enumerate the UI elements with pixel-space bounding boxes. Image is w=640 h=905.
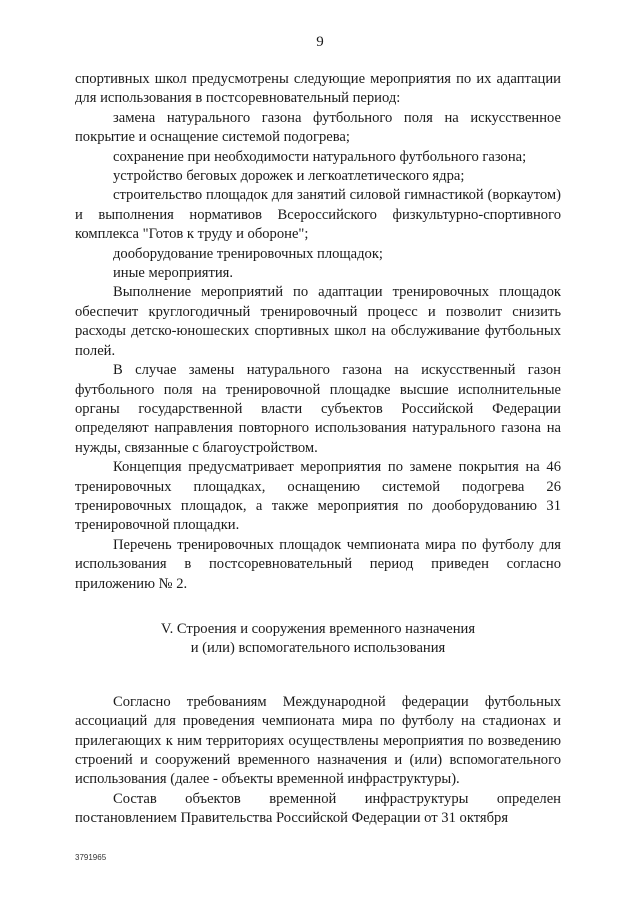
page-number: 9 bbox=[316, 34, 324, 50]
paragraph: спортивных школ предусмотрены следующие мероприятия по их адаптации для использования в постсоревновательный период: bbox=[75, 71, 561, 107]
paragraphs-after-heading bbox=[75, 693, 561, 829]
paragraph: устройство беговых дорожек и легкоатлетического ядра; bbox=[113, 168, 465, 185]
section-heading-line-1: V. Строения и сооружения временного назначения bbox=[160, 620, 476, 637]
paragraph: строительство площадок для занятий силовой гимнастикой (воркаутом) и выполнения нормативов Всероссийского физкультурно-спортивного комплекса "Готов к труду и обороне"; bbox=[75, 187, 561, 243]
paragraph: Выполнение мероприятий по адаптации тренировочных площадок обеспечит круглогодичный тренировочный процесс и позволит снизить расходы детско-юношеских спортивных школ на обслуживание футбольных полей. bbox=[75, 284, 561, 359]
paragraphs-before-heading bbox=[75, 70, 561, 594]
section-heading bbox=[75, 620, 561, 659]
paragraph: Состав объектов временной инфраструктуры определен постановлением Правительства Российской Федерации от 31 октября bbox=[75, 790, 561, 827]
paragraph: замена натурального газона футбольного поля на искусственное покрытие и оснащение системой подогрева; bbox=[75, 109, 561, 146]
paragraph: Концепция предусматривает мероприятия по замене покрытия на 46 тренировочных площадках, оснащению системой подогрева 26 тренировочных площадок, а также мероприятия по дооборудованию 31 тренировочной площадки. bbox=[75, 459, 561, 534]
paragraph: иные мероприятия. bbox=[113, 265, 234, 282]
paragraph: В случае замены натурального газона на искусственный газон футбольного поля на тренировочной площадке высшие исполнительные органы государственной власти субъектов Российской Федерации определяют направления повторного использования натурального газона на нужды, связанные с благоустройством. bbox=[75, 362, 561, 456]
section-heading-line-2: и (или) вспомогательного использования bbox=[190, 640, 446, 657]
paragraph: Перечень тренировочных площадок чемпионата мира по футболу для использования в постсоревновательный период приведен согласно приложению № 2. bbox=[75, 536, 561, 592]
document-code: 3791965 bbox=[75, 853, 107, 862]
paragraph: Согласно требованиям Международной федерации футбольных ассоциаций для проведения чемпионата мира по футболу на стадионах и прилегающих к ним территориях осуществлены мероприятия по возведению строений и сооружений временного назначения и (или) вспомогательного использования (далее - объекты временной инфраструктуры). bbox=[75, 693, 561, 788]
paragraph: сохранение при необходимости натурального футбольного газона; bbox=[113, 148, 527, 165]
page-body bbox=[75, 70, 561, 829]
paragraph: дооборудование тренировочных площадок; bbox=[113, 245, 383, 262]
